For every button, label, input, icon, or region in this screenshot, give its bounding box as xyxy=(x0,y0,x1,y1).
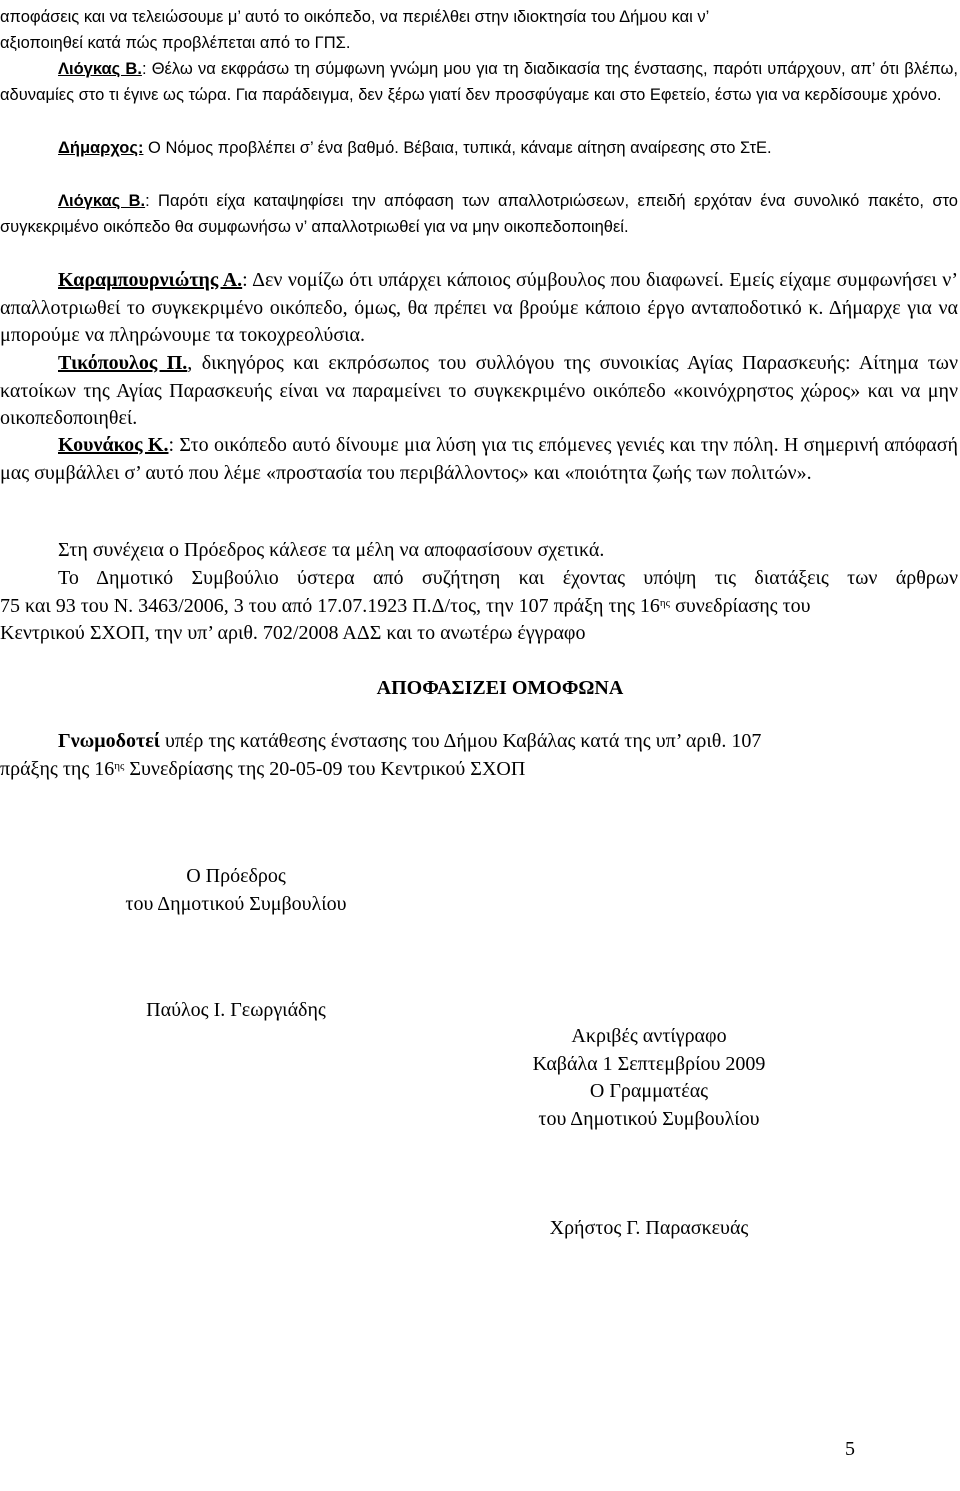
speaker-text: : Στο οικόπεδο αυτό δίνουμε μια λύση για τις επόμενες γενιές και την πόλη. Η σημερινή απόφασή μας συμβάλλει σ’ αυτό που λέμε «προστασία του περιβάλλοντος» και «ποιότητα ζωής των πολιτών». xyxy=(0,434,958,484)
speaker-text: , δικηγόρος και εκπρόσωπος του συλλόγου της συνοικίας Αγίας Παρασκευής: Αίτημα των κατοίκων της Αγίας Παρασκευής είναι να παραμείνει το συγκεκριμένο οικόπεδο «κοινόχρηστος χώρος» και να μην οικοπεδοποιηθεί. xyxy=(0,352,958,430)
text-line xyxy=(0,728,958,756)
text-fragment: Συνεδρίασης της 20-05-09 του Κεντρικού ΣΧΟΠ xyxy=(124,757,526,780)
paragraph-kounakos xyxy=(0,432,958,487)
page-number: 5 xyxy=(845,1438,855,1460)
text-line: αποφάσεις και να τελειώσουμε μ’ αυτό το οικόπεδο, να περιέλθει στην ιδιοκτησία του Δήμου και ν’ xyxy=(0,8,710,26)
paragraph-liogkas-1 xyxy=(0,56,958,109)
signature-title: του Δημοτικού Συμβουλίου xyxy=(538,1107,760,1130)
signature-left xyxy=(96,863,376,918)
speaker-name: Τικόπουλος Π. xyxy=(58,352,188,374)
text-line xyxy=(0,593,958,621)
signature-title: Ο Γραμματέας xyxy=(589,1080,709,1103)
speaker-text: : Θέλω να εκφράσω τη σύμφωνη γνώμη μου για τη διαδικασία της ένστασης, παρότι υπάρχουν, απ’ ότι βλέπω, αδυναμίες στο τι έγινε ως τώρα. Για παράδειγμα, δεν ξέρω γιατί δεν προσφύγαμε και στο Εφετείο, έστω για να κερδίσουμε χρόνο. xyxy=(0,60,958,105)
text-fragment: 75 και 93 του Ν. 3463/2006, 3 του από 17.07.1923 Π.Δ/τος, την 107 πράξη της 16 xyxy=(0,594,660,617)
speaker-text: : Παρότι είχα καταψηφίσει την απόφαση των απαλλοτριώσεων, επειδή ερχόταν ένα συνολικό πακέτο, στο συγκεκριμένο οικόπεδο θα συμφωνήσω ν’ απαλλοτριωθεί για να μην οικοπεδοποιηθεί. xyxy=(0,192,958,237)
text-fragment: πράξης της 16 xyxy=(0,757,115,780)
body-text: Στη συνέχεια ο Πρόεδρος κάλεσε τα μέλη να αποφασίσουν σχετικά. xyxy=(58,539,605,561)
superscript: ης xyxy=(659,596,671,609)
paragraph-opinion xyxy=(0,728,958,783)
text-line: Το Δημοτικό Συμβούλιο ύστερα από συζήτηση και έχοντας υπόψη τις διατάξεις των άρθρων xyxy=(58,567,958,589)
signature-title: Καβάλα 1 Σεπτεμβρίου 2009 xyxy=(532,1052,766,1075)
text-fragment: υπέρ της κατάθεσης ένστασης του Δήμου Καβάλας κατά της υπ’ αριθ. 107 xyxy=(159,730,762,752)
paragraph-mayor xyxy=(0,135,958,161)
signature-title: Ο Πρόεδρος xyxy=(186,865,286,887)
signature-title: Ακριβές αντίγραφο xyxy=(571,1025,727,1047)
text-line: αξιοποιηθεί κατά πώς προβλέπεται από το ΓΠΣ. xyxy=(0,34,351,53)
speaker-name: Κουνάκος Κ. xyxy=(58,434,169,456)
speaker-name: Λιόγκας Β. xyxy=(58,192,146,210)
paragraph-tikopoulos xyxy=(0,350,958,433)
paragraph-karampourniotis xyxy=(0,267,958,350)
paragraph-continuation xyxy=(0,4,958,57)
text-line: Κεντρικού ΣΧΟΠ, την υπ’ αριθ. 702/2008 ΑΔΣ και το ανωτέρω έγγραφο xyxy=(0,622,586,645)
signature-left-name: Παύλος Ι. Γεωργιάδης xyxy=(146,999,326,1021)
text-line xyxy=(0,756,958,784)
speaker-text: Ο Νόμος προβλέπει σ’ ένα βαθμό. Βέβαια, τυπικά, κάναμε αίτηση αναίρεσης στο ΣτΕ. xyxy=(143,139,772,157)
paragraph-council-considering xyxy=(0,565,958,648)
signature-title: του Δημοτικού Συμβουλίου xyxy=(125,892,347,915)
speaker-name: Δήμαρχος: xyxy=(58,139,144,157)
decision-heading: ΑΠΟΦΑΣΙΖΕΙ ΟΜΟΦΩΝΑ xyxy=(376,677,624,699)
paragraph-liogkas-2 xyxy=(0,188,958,241)
signature-right xyxy=(489,1023,809,1133)
paragraph-president-call xyxy=(0,537,958,565)
text-fragment: συνεδρίασης του xyxy=(670,594,811,617)
speaker-name: Καραμπουρνιώτης Α. xyxy=(58,269,243,291)
speaker-name: Λιόγκας Β. xyxy=(58,60,142,78)
speaker-text: : Δεν νομίζω ότι υπάρχει κάποιος σύμβουλος που διαφωνεί. Εμείς είχαμε συμφωνήσει ν’ απαλλοτριωθεί το συγκεκριμένο οικόπεδο, όμως, θα πρέπει να βρούμε κάποιο έργο ανταποδοτικό κ. Δήμαρχε για να μπορούμε να πληρώνουμε τα τοκοχρεολύσια. xyxy=(0,269,958,347)
signature-right-name: Χρήστος Γ. Παρασκευάς xyxy=(549,1217,749,1239)
bold-word: Γνωμοδοτεί xyxy=(58,730,160,752)
superscript: ης xyxy=(114,759,125,772)
